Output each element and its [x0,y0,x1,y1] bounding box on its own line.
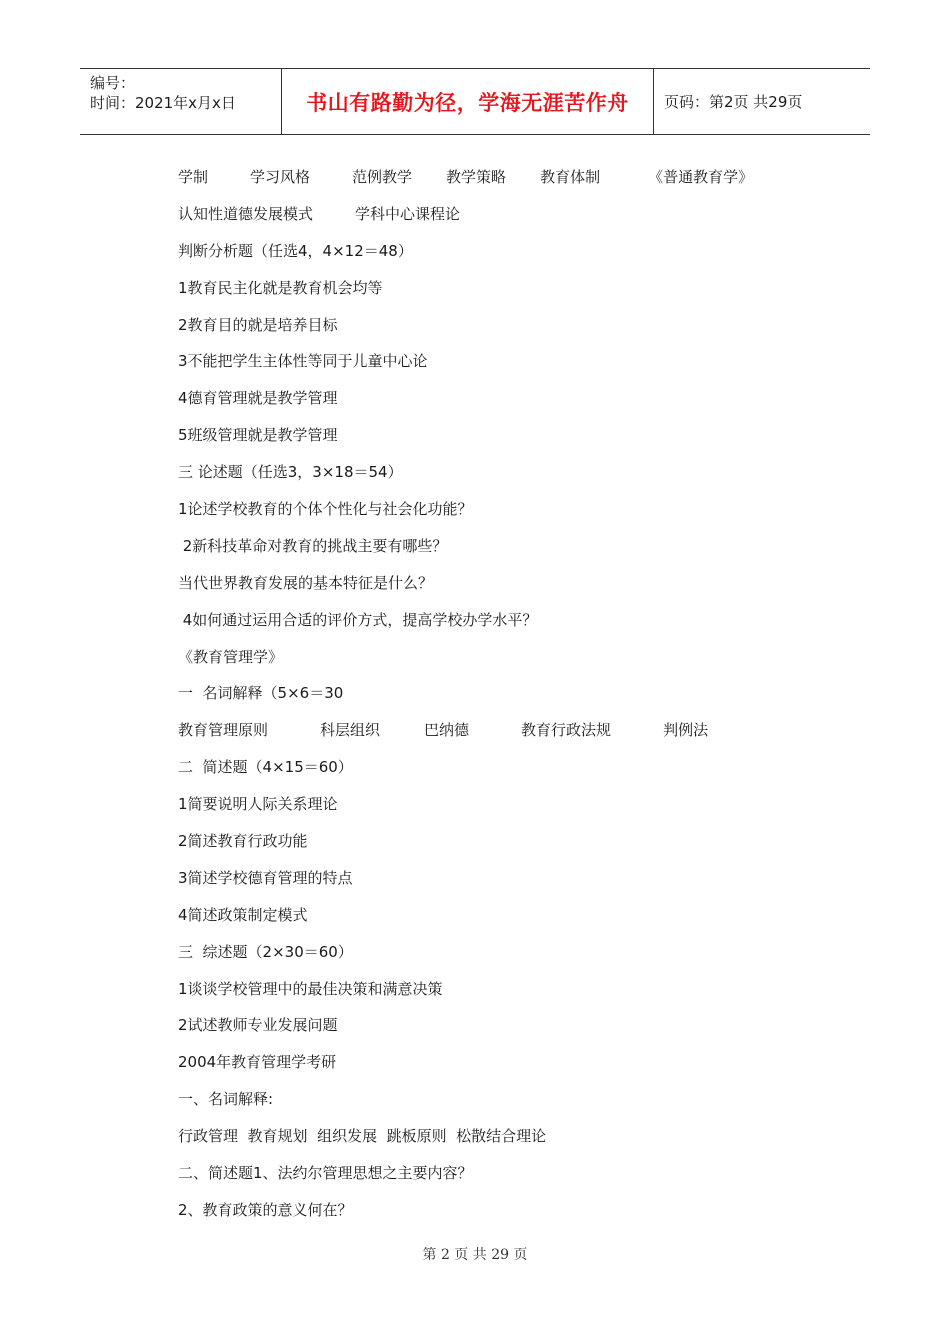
question-item: 3简述学校德育管理的特点 [178,868,353,887]
document-body [178,158,878,1228]
section-heading: 二 简述题（4×15＝60） [178,758,353,777]
section-heading: 三 综述题（2×30＝60） [178,942,353,961]
term: 判例法 [663,721,709,740]
question-item: 3不能把学生主体性等同于儿童中心论 [178,352,428,371]
term: 范例教学 [352,167,413,186]
question-item: 4如何通过运用合适的评价方式，提高学校办学水平？ [178,610,538,629]
question-item: 1谈谈学校管理中的最佳决策和满意决策 [178,979,443,998]
question-item: 5班级管理就是教学管理 [178,426,338,445]
question-item: 2简述教育行政功能 [178,831,308,850]
term: 教学策略 [446,167,507,186]
term: 学科中心课程论 [355,204,461,223]
term: 教育体制 [540,167,601,186]
question-item: 4德育管理就是教学管理 [178,389,338,408]
section-heading: 一、名词解释: [178,1090,274,1109]
question-item: 2新科技革命对教育的挑战主要有哪些？ [178,536,448,555]
question-item: 2试述教师专业发展问题 [178,1016,338,1035]
question-item: 二、简述题1、法约尔管理思想之主要内容？ [178,1163,473,1182]
section-heading: 三 论述题（任选3，3×18＝54） [178,463,403,482]
terms-line-2 [178,195,878,232]
term: 《普通教育学》 [648,167,754,186]
question-item: 1论述学校教育的个体个性化与社会化功能？ [178,499,473,518]
term: 学制 [178,167,209,186]
terms-line-3 [178,711,878,748]
terms-line-4: 行政管理 教育规划 组织发展 跳板原则 松散结合理论 [178,1127,547,1146]
header-time-label: 时间：2021年x月x日 [90,94,236,112]
page-header [80,68,870,135]
exam-title: 2004年教育管理学考研 [178,1053,337,1072]
term: 巴纳德 [424,721,470,740]
section-heading: 判断分析题（任选4，4×12＝48） [178,241,413,260]
header-page-info: 页码：第2页 共29页 [664,93,803,111]
term: 学习风格 [250,167,311,186]
header-motto: 书山有路勤为径，学海无涯苦作舟 [306,90,629,115]
term: 教育管理原则 [178,721,269,740]
section-heading: 一 名词解释（5×6＝30 [178,684,344,703]
term: 认知性道德发展模式 [178,204,314,223]
term: 科层组织 [320,721,381,740]
question-item: 2、教育政策的意义何在？ [178,1200,353,1219]
subject-title: 《教育管理学》 [178,647,284,666]
question-item: 4简述政策制定模式 [178,905,308,924]
question-item: 当代世界教育发展的基本特征是什么？ [178,573,434,592]
header-number-label: 编号： [90,74,136,92]
question-item: 1教育民主化就是教育机会均等 [178,278,383,297]
page-footer: 第 2 页 共 29 页 [422,1247,528,1263]
terms-line-1 [178,158,878,195]
question-item: 1简要说明人际关系理论 [178,795,338,814]
question-item: 2教育目的就是培养目标 [178,315,338,334]
term: 教育行政法规 [521,721,612,740]
header-meta [80,69,282,134]
header-motto-cell [282,69,654,134]
